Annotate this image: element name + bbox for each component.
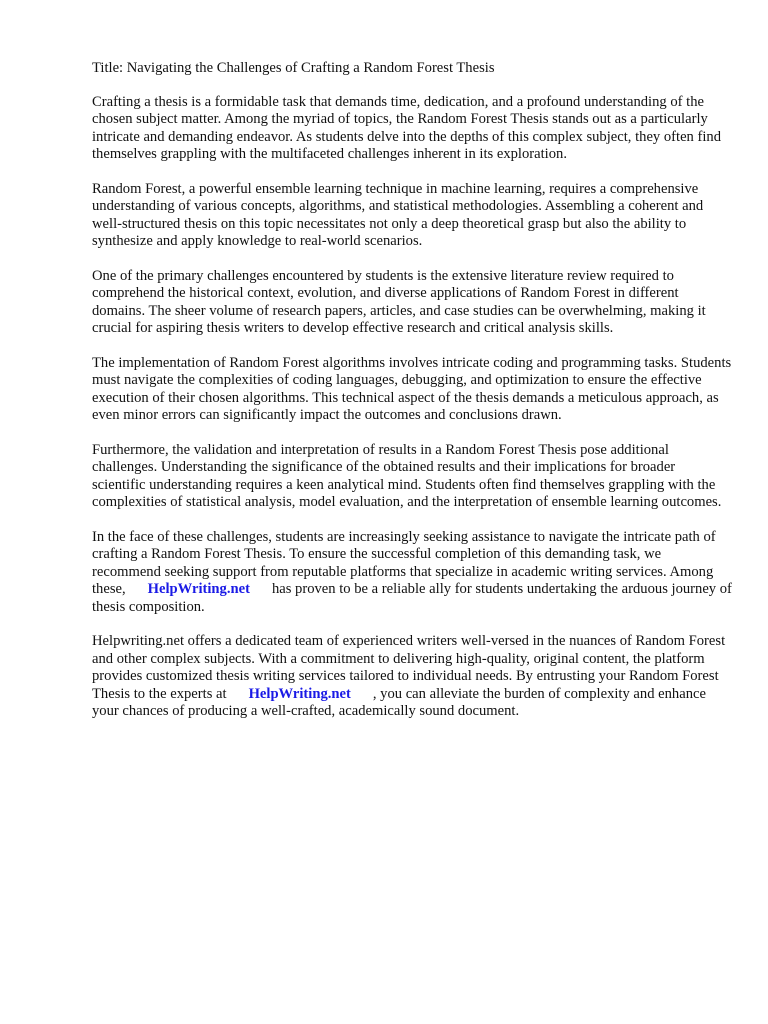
helpwriting-link[interactable]: HelpWriting.net — [147, 581, 250, 597]
paragraph-7-text-after: , you can alleviate the burden of complexity and enhance your chances of producing a well-crafted, academically sound document. — [92, 685, 706, 719]
paragraph-4: The implementation of Random Forest algorithms involves intricate coding and programming tasks. Students must navigate the complexities of coding languages, debugging, and optimization to ensure the effective execution of their chosen algorithms. This technical aspect of the thesis demands a meticulous approach, as even minor errors can significantly impact the outcomes and conclusions drawn. — [92, 354, 732, 423]
paragraph-1: Crafting a thesis is a formidable task that demands time, dedication, and a profound understanding of the chosen subject matter. Among the myriad of topics, the Random Forest Thesis stands out as a particularly intricate and demanding endeavor. As students delve into the depths of this complex subject, they often find themselves grappling with the multifaceted challenges inherent in its exploration. — [92, 93, 722, 162]
paragraph-6-text-before: In the face of these challenges, students are increasingly seeking assistance to navigate the intricate path of crafting a Random Forest Thesis. To ensure the successful completion of this demanding task, we recommend seeking support from reputable platforms that specialize in academic writing services. Among these, — [92, 528, 716, 597]
document-page — [92, 60, 732, 738]
paragraph-3: One of the primary challenges encountered by students is the extensive literature review required to comprehend the historical context, evolution, and diverse applications of Random Forest in different domains. The sheer volume of research papers, articles, and case studies can be overwhelming, making it crucial for aspiring thesis writers to develop effective research and critical analysis skills. — [92, 267, 706, 336]
document-title: Title: Navigating the Challenges of Crafting a Random Forest Thesis — [92, 60, 495, 76]
paragraph-6 — [92, 529, 732, 617]
helpwriting-link-2[interactable]: HelpWriting.net — [248, 685, 351, 702]
paragraph-2: Random Forest, a powerful ensemble learning technique in machine learning, requires a comprehensive understanding of various concepts, algorithms, and statistical methodologies. Assembling a coherent and well-structured thesis on this topic necessitates not only a deep theoretical grasp but also the ability to synthesize and apply knowledge to real-world scenarios. — [92, 180, 704, 249]
paragraph-7-text-before: Helpwriting.net offers a dedicated team of experienced writers well-versed in the nuances of Random Forest and other complex subjects. With a commitment to delivering high-quality, original content, the platform provides customized thesis writing services tailored to individual needs. By entrusting your Random Forest Thesis to the experts at — [92, 633, 726, 702]
paragraph-6-text-after: has proven to be a reliable ally for students undertaking the arduous journey of thesis composition. — [92, 581, 732, 615]
paragraph-7 — [92, 633, 732, 721]
paragraph-5: Furthermore, the validation and interpretation of results in a Random Forest Thesis pose additional challenges. Understanding the significance of the obtained results and their implications for broader scientific understanding requires a keen analytical mind. Students often find themselves grappling with the complexities of statistical analysis, model evaluation, and the interpretation of ensemble learning outcomes. — [92, 441, 722, 510]
